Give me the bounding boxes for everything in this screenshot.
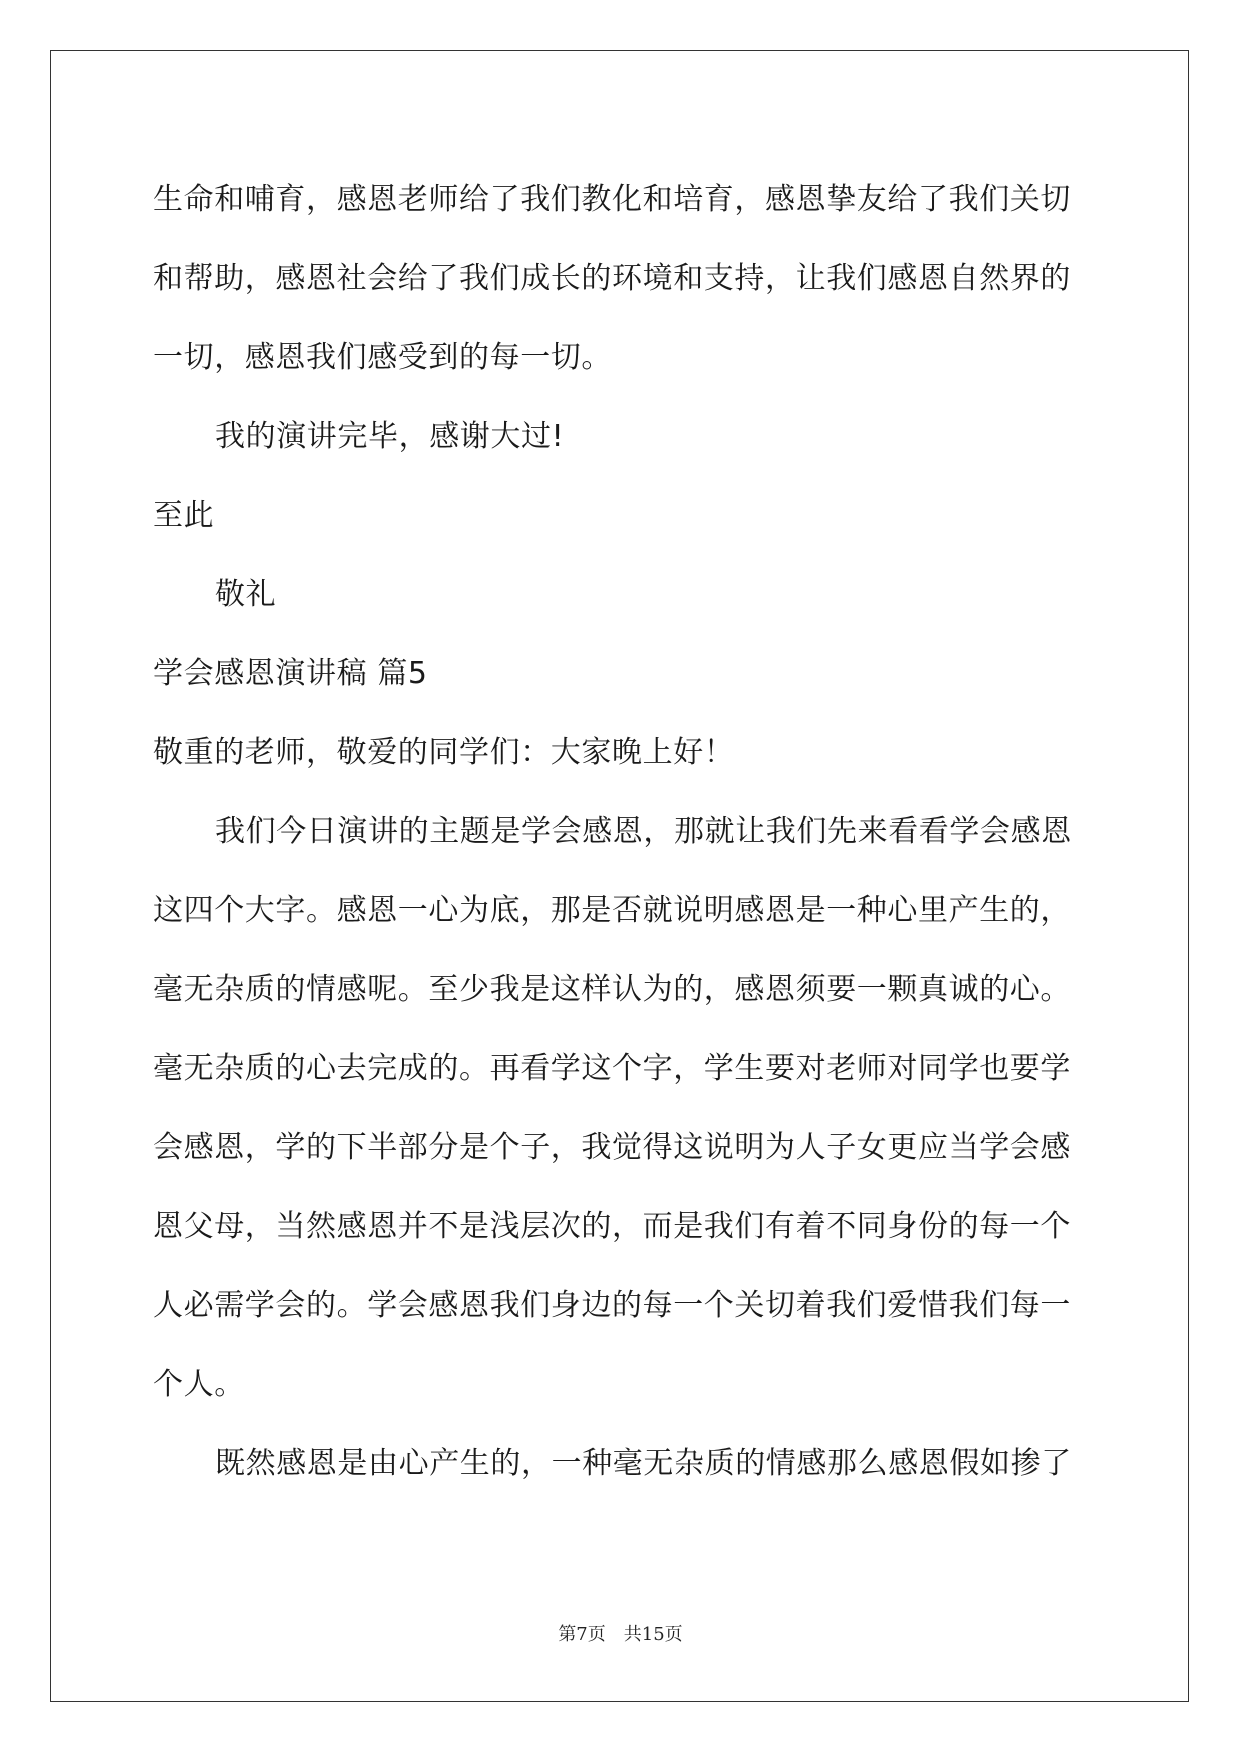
page-number-footer: 第7页 共15页 [558,1624,683,1645]
paragraph-line-4: 毫无杂质的心去完成的。再看学这个字，学生要对老师对同学也要学 [153,1051,1071,1086]
paragraph-line-2: 这四个大字。感恩一心为底，那是否就说明感恩是一种心里产生的， [153,893,1071,928]
greeting-line: 敬重的老师，敬爱的同学们：大家晚上好！ [153,735,735,770]
paragraph-line-3: 毫无杂质的情感呢。至少我是这样认为的，感恩须要一颗真诚的心。 [153,972,1071,1007]
closing-remark: 我的演讲完毕，感谢大过! [215,419,565,454]
section-heading: 学会感恩演讲稿 篇5 [153,656,428,691]
document-body [153,160,1093,1503]
paragraph-line-7: 人必需学会的。学会感恩我们身边的每一个关切着我们爱惜我们每一 [153,1288,1071,1323]
salutation-zhici: 至此 [153,498,215,533]
salutation-jingli: 敬礼 [215,577,277,612]
text-line-1: 生命和哺育，感恩老师给了我们教化和培育，感恩挚友给了我们关切 [153,182,1071,217]
paragraph-line-5: 会感恩，学的下半部分是个子，我觉得这说明为人子女更应当学会感 [153,1130,1071,1165]
text-line-3: 一切，感恩我们感受到的每一切。 [153,340,612,375]
paragraph-line-6: 恩父母，当然感恩并不是浅层次的，而是我们有着不同身份的每一个 [153,1209,1071,1244]
paragraph-line-8: 个人。 [153,1367,245,1402]
paragraph-line-1: 我们今日演讲的主题是学会感恩，那就让我们先来看看学会感恩 [215,814,1072,849]
text-line-2: 和帮助，感恩社会给了我们成长的环境和支持，让我们感恩自然界的 [153,261,1071,296]
paragraph-line-9: 既然感恩是由心产生的，一种毫无杂质的情感那么感恩假如掺了 [215,1446,1072,1481]
